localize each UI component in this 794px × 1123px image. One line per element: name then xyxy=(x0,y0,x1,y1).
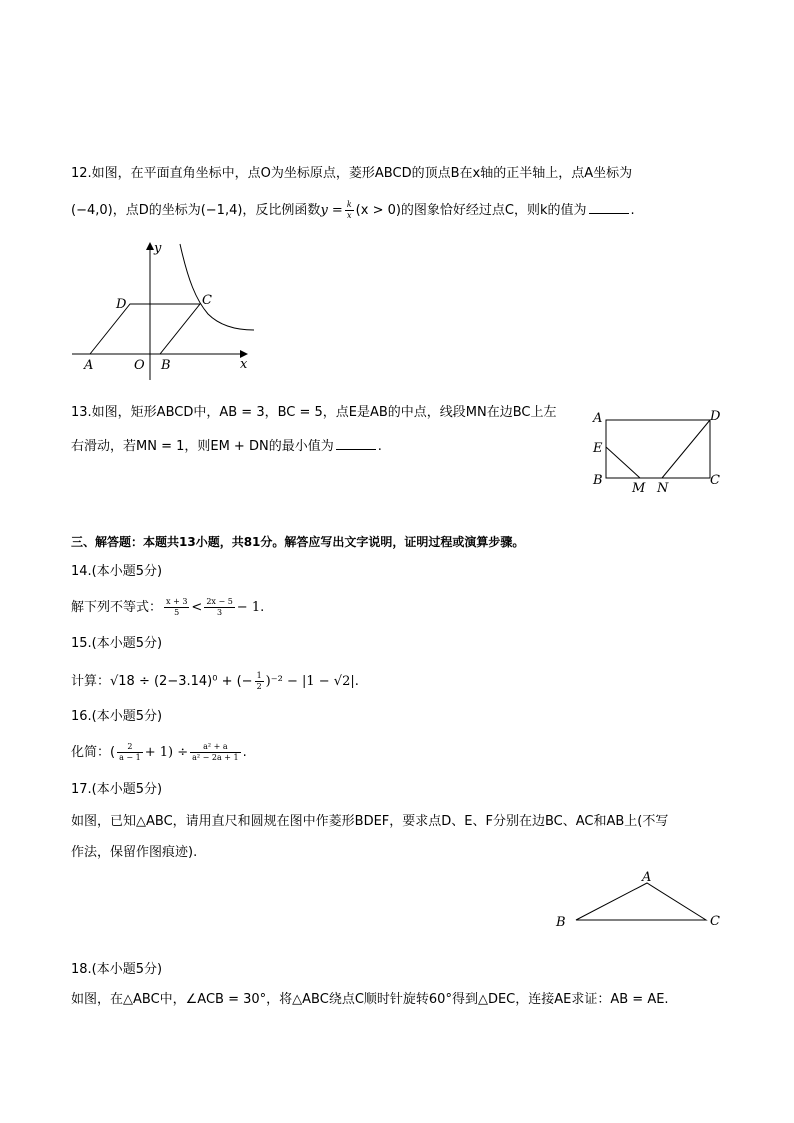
q13-rectangle xyxy=(606,420,710,478)
q16-f1-den: a − 1 xyxy=(119,753,141,762)
q14-fraction-2 xyxy=(204,597,234,618)
q12-frac-den: x xyxy=(346,211,352,220)
q16-f2-num: a² + a xyxy=(190,742,241,753)
q17-label-C: C xyxy=(710,914,720,929)
q13-label-E: E xyxy=(593,441,603,456)
q13-segment-DN xyxy=(662,420,710,478)
q15-fraction xyxy=(255,671,264,692)
q14-head: 14.(本小题5分) xyxy=(71,564,163,579)
q13-segment-EM xyxy=(606,447,640,478)
q15-body xyxy=(71,671,359,692)
q12-fraction xyxy=(345,200,354,221)
q14-f2-num: 2x − 5 xyxy=(206,597,233,606)
q16-f2-den: a² − 2a + 1 xyxy=(192,753,239,762)
q12-label-O: O xyxy=(134,358,145,373)
q17-label-A: A xyxy=(642,870,652,885)
q17-head: 17.(本小题5分) xyxy=(71,782,163,797)
q12-label-B: B xyxy=(161,358,171,373)
q17-line1: 如图，已知△ABC，请用直尺和圆规在图中作菱形BDEF，要求点D、E、F分别在边BC、AC和AB上(不写 xyxy=(71,814,669,829)
q13-label-A: A xyxy=(593,411,603,426)
q14-tail: − 1. xyxy=(236,600,265,615)
q13-label-D: D xyxy=(710,409,721,424)
q12-label-C: C xyxy=(202,293,212,308)
q15-tail: )⁻² − |1 − √2|. xyxy=(265,674,359,689)
q17-triangle xyxy=(576,883,706,920)
q14-op: < xyxy=(191,600,203,615)
section-3-heading: 三、解答题：本题共13小题，共81分。解答应写出文字说明，证明过程或演算步骤。 xyxy=(71,535,525,549)
q13-period: . xyxy=(377,439,382,454)
q15-head: 15.(本小题5分) xyxy=(71,636,163,651)
q12-hyperbola xyxy=(180,244,254,330)
q12-answer-blank[interactable] xyxy=(589,201,629,214)
q15-f-num: 1 xyxy=(256,671,262,680)
q12-text-c: (x > 0)的图象恰好经过点C，则k的值为 xyxy=(355,203,587,218)
q15-f-den: 2 xyxy=(256,682,262,691)
q17-figure xyxy=(550,866,730,932)
q13-label-N: N xyxy=(657,481,669,494)
q12-label-D: D xyxy=(116,297,127,312)
q12-label-y: y xyxy=(154,241,162,256)
q16-text: 化简：( xyxy=(71,745,116,760)
q13-line2 xyxy=(71,437,382,457)
q12-line2 xyxy=(71,200,635,221)
q14-fraction-1 xyxy=(164,597,189,618)
q14-f2-den: 3 xyxy=(217,608,223,617)
q12-period: . xyxy=(630,203,635,218)
q12-frac-num: k xyxy=(346,200,352,209)
q13-label-B: B xyxy=(593,473,603,488)
q18-line1: 如图，在△ABC中，∠ACB = 30°，将△ABC绕点C顺时针旋转60°得到△DEC，连接AE求证：AB = AE. xyxy=(71,992,669,1007)
q12-y-arrow xyxy=(146,242,154,250)
q13-line1: 13.如图，矩形ABCD中，AB = 3，BC = 5，点E是AB的中点，线段MN在边BC上左 xyxy=(71,405,557,420)
q16-fraction-2 xyxy=(190,742,241,763)
q16-tail: . xyxy=(242,745,247,760)
q12-label-x: x xyxy=(240,357,248,372)
q14-body xyxy=(71,597,264,618)
q14-text: 解下列不等式： xyxy=(71,600,163,615)
q14-f1-num: x + 3 xyxy=(166,597,188,606)
q13-answer-blank[interactable] xyxy=(336,437,376,450)
q16-body xyxy=(71,742,247,763)
q13-text: 右滑动，若MN = 1，则EM + DN的最小值为 xyxy=(71,439,334,454)
q12-line1: 12.如图，在平面直角坐标中，点O为坐标原点，菱形ABCD的顶点B在x轴的正半轴上，点A坐标为 xyxy=(71,166,633,181)
q14-f1-den: 5 xyxy=(174,608,180,617)
q12-func-y: y = xyxy=(320,203,343,218)
q13-label-C: C xyxy=(710,473,720,488)
q16-head: 16.(本小题5分) xyxy=(71,709,163,724)
q13-figure xyxy=(588,402,728,494)
q17-line2: 作法，保留作图痕迹). xyxy=(71,845,198,860)
q12-rhombus xyxy=(90,304,200,354)
q13-label-M: M xyxy=(632,481,646,494)
q18-head: 18.(本小题5分) xyxy=(71,962,163,977)
q17-label-B: B xyxy=(556,915,566,930)
q12-text-a: (−4,0)，点D的坐标为(−1,4)，反比例函数 xyxy=(71,203,321,218)
q15-text: 计算：√18 ÷ (2−3.14)⁰ + (− xyxy=(71,674,253,689)
q12-label-A: A xyxy=(84,358,94,373)
q16-fraction-1 xyxy=(117,742,143,763)
q16-f1-num: 2 xyxy=(117,742,143,753)
q12-figure xyxy=(68,240,268,380)
q16-mid: + 1) ÷ xyxy=(144,745,189,760)
